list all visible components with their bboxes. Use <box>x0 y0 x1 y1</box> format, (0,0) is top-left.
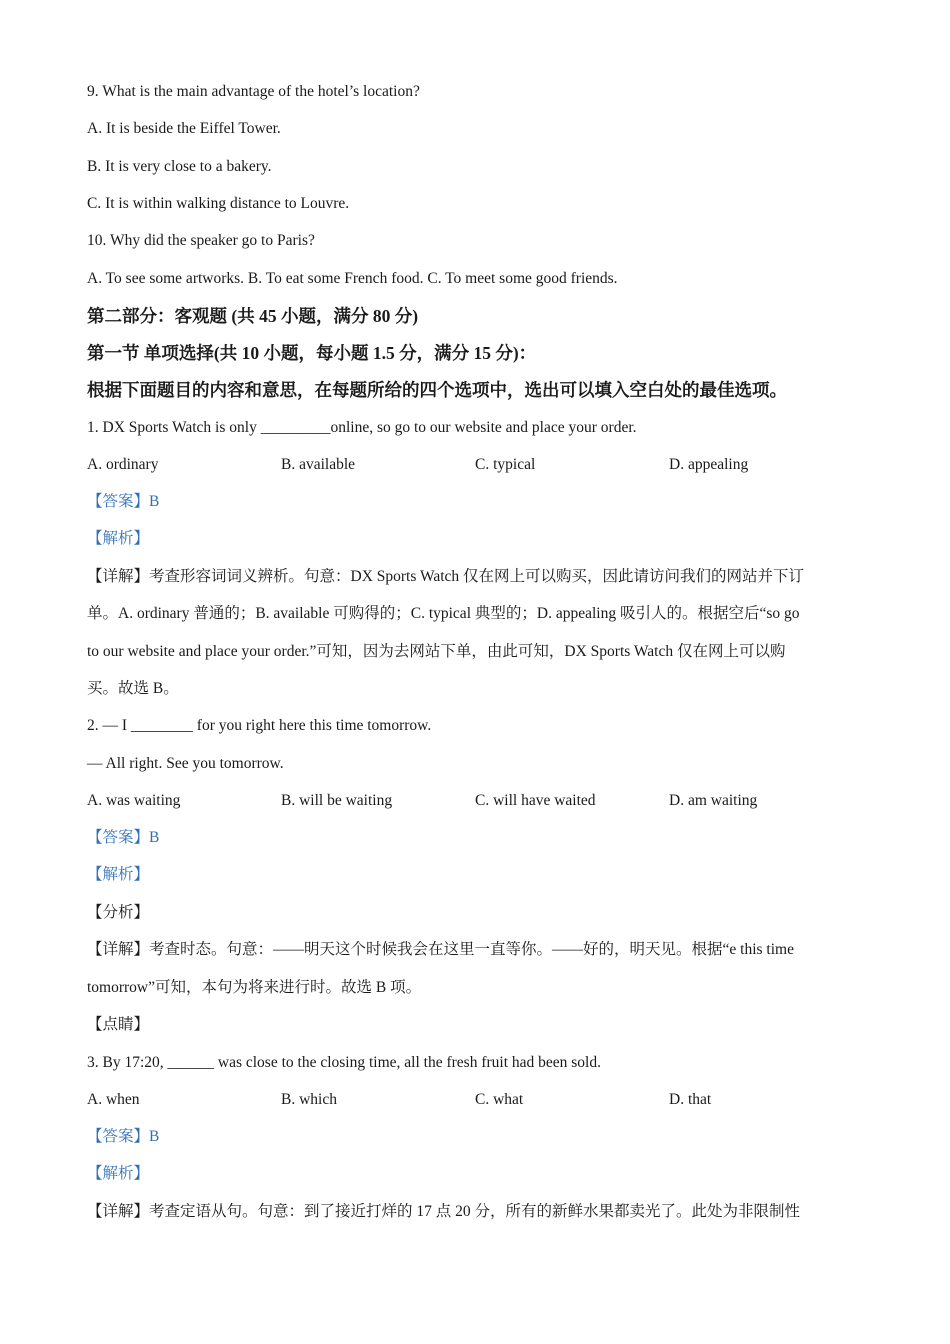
item-1-detail-3: to our website and place your order.”可知，因为去网站下单，由此可知，DX Sports Watch 仅在网上可以购 <box>87 643 786 660</box>
item-2-detail-2: tomorrow”可知，本句为将来进行时。故选 B 项。 <box>87 979 422 996</box>
item-3-option-b: B. which <box>281 1091 337 1108</box>
part-two-heading: 第二部分：客观题 (共 45 小题，满分 80 分) <box>87 306 419 326</box>
item-1-question: 1. DX Sports Watch is only _________online, so go to our website and place your order. <box>87 419 637 436</box>
question-9: 9. What is the main advantage of the hotel’s location? <box>87 83 420 100</box>
item-3-analysis-label: 【解析】 <box>87 1165 150 1182</box>
item-3-option-d: D. that <box>669 1091 712 1108</box>
item-2-option-c: C. will have waited <box>475 792 596 809</box>
instructions: 根据下面题目的内容和意思，在每题所给的四个选项中，选出可以填入空白处的最佳选项。 <box>87 380 787 400</box>
item-1-option-d: D. appealing <box>669 456 749 473</box>
item-2-option-d: D. am waiting <box>669 792 758 809</box>
item-1-detail-4: 买。故选 B。 <box>87 680 179 697</box>
item-3-answer: 【答案】B <box>87 1128 160 1145</box>
question-10: 10. Why did the speaker go to Paris? <box>87 232 315 249</box>
section-one-heading: 第一节 单项选择(共 10 小题，每小题 1.5 分，满分 15 分)： <box>87 343 537 363</box>
item-2-detail-1: 【详解】考查时态。句意：——明天这个时候我会在这里一直等你。——好的，明天见。根据“e this time <box>87 941 794 958</box>
item-2-question: 2. — I ________ for you right here this time tomorrow. <box>87 717 432 734</box>
item-1-analysis-label: 【解析】 <box>87 530 150 547</box>
item-2-reply: — All right. See you tomorrow. <box>87 755 284 772</box>
question-9-option-b: B. It is very close to a bakery. <box>87 158 272 175</box>
question-10-options: A. To see some artworks. B. To eat some French food. C. To meet some good friends. <box>87 270 618 287</box>
item-1-option-c: C. typical <box>475 456 536 473</box>
question-9-option-a: A. It is beside the Eiffel Tower. <box>87 120 281 137</box>
question-9-option-c: C. It is within walking distance to Louvre. <box>87 195 350 212</box>
item-3-question: 3. By 17:20, ______ was close to the closing time, all the fresh fruit had been sold. <box>87 1054 601 1071</box>
item-1-option-a: A. ordinary <box>87 456 159 473</box>
item-2-tip-heading: 【点睛】 <box>87 1016 150 1033</box>
item-3-option-c: C. what <box>475 1091 524 1108</box>
item-3-detail-1: 【详解】考查定语从句。句意：到了接近打烊的 17 点 20 分，所有的新鲜水果都卖光了。此处为非限制性 <box>87 1203 801 1220</box>
item-2-answer: 【答案】B <box>87 829 160 846</box>
item-2-option-a: A. was waiting <box>87 792 181 809</box>
item-1-answer: 【答案】B <box>87 493 160 510</box>
item-1-detail-1: 【详解】考查形容词词义辨析。句意：DX Sports Watch 仅在网上可以购买，因此请访问我们的网站并下订 <box>87 568 805 585</box>
item-2-analysis-heading: 【分析】 <box>87 904 150 921</box>
item-1-option-b: B. available <box>281 456 356 473</box>
item-3-option-a: A. when <box>87 1091 140 1108</box>
item-2-option-b: B. will be waiting <box>281 792 393 809</box>
item-2-analysis-label: 【解析】 <box>87 866 150 883</box>
item-1-detail-2: 单。A. ordinary 普通的；B. available 可购得的；C. typical 典型的；D. appealing 吸引人的。根据空后“so go <box>87 605 800 622</box>
